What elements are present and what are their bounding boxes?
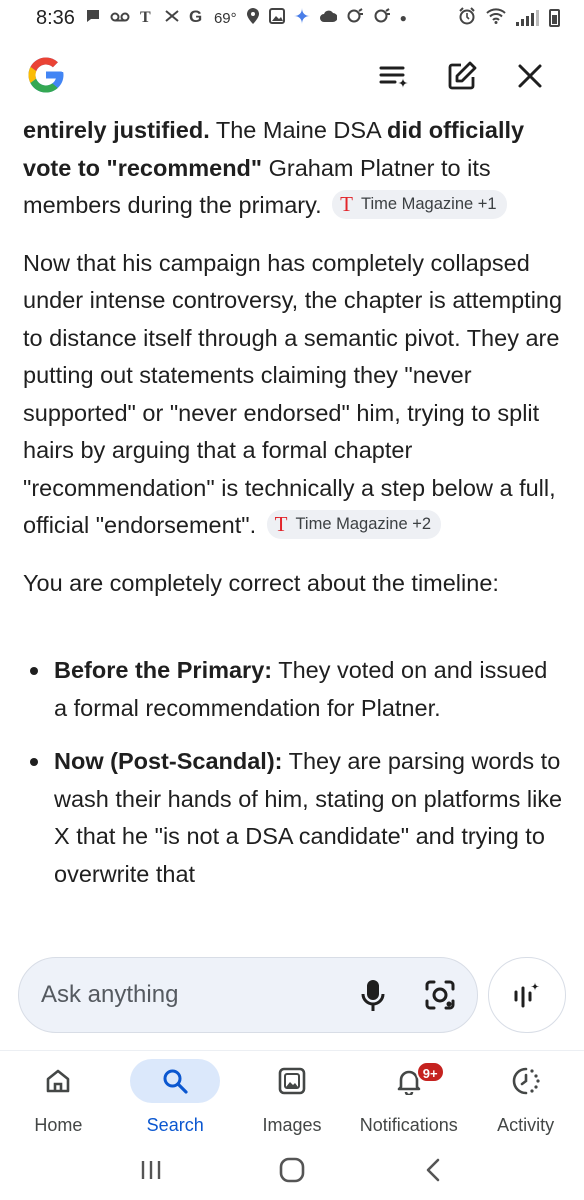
- source-chip-label: Time Magazine +1: [361, 195, 497, 214]
- bullet-list: [23, 652, 563, 893]
- svg-text:T: T: [139, 9, 151, 24]
- nav-home[interactable]: [0, 1051, 117, 1138]
- source-chip-label: Time Magazine +2: [295, 515, 432, 534]
- temperature-text: 69°: [213, 9, 237, 27]
- voicemail-icon: [110, 10, 130, 27]
- wifi-icon: [486, 8, 506, 28]
- ai-mode-button[interactable]: [488, 957, 566, 1033]
- edit-icon[interactable]: [446, 60, 478, 92]
- status-icons-left: [85, 7, 407, 29]
- status-time: 8:36: [36, 6, 75, 29]
- time-logo-icon: T: [340, 192, 353, 217]
- alarm-icon: [458, 7, 476, 29]
- bold-text: did officially vote to "recommend": [23, 117, 525, 181]
- nav-activity[interactable]: [467, 1051, 584, 1138]
- nav-home-label: Home: [34, 1115, 83, 1135]
- list-item: [23, 652, 563, 727]
- sports-icon: [164, 8, 180, 28]
- ai-voice-sparkle-icon: [512, 980, 542, 1010]
- battery-icon: [549, 9, 560, 27]
- source-chip[interactable]: [332, 190, 506, 219]
- nav-notifications[interactable]: [350, 1051, 467, 1138]
- bullet-text: They voted on and issued a formal recommendation for Platner.: [54, 657, 548, 721]
- body-text: The Maine DSA: [209, 117, 387, 143]
- status-icons-right: [458, 7, 560, 29]
- bullet-text: They are parsing words to wash their hands of him, stating on platforms like X that he "is not a DSA candidate" and trying to overwrite that: [54, 748, 563, 887]
- close-icon[interactable]: [514, 60, 546, 92]
- nav-images[interactable]: [234, 1051, 351, 1138]
- status-bar: [0, 0, 584, 36]
- top-actions: [378, 60, 546, 92]
- time-logo-icon: T: [274, 512, 288, 537]
- bullet-heading: Now (Post-Scandal):: [54, 748, 283, 774]
- ai-response-content: [23, 112, 563, 940]
- recents-button[interactable]: [131, 1150, 171, 1190]
- home-icon: [44, 1067, 72, 1095]
- lens-camera-icon[interactable]: [423, 978, 457, 1012]
- top-app-bar: [0, 40, 584, 110]
- nav-activity-label: Activity: [497, 1115, 555, 1135]
- sparkle-icon: [294, 8, 310, 28]
- news-icon: [139, 8, 155, 28]
- source-chip[interactable]: [267, 510, 441, 539]
- search-icon-wrap: [130, 1059, 220, 1103]
- paragraph-1: [23, 112, 563, 225]
- home-system-button[interactable]: [272, 1150, 312, 1190]
- cloud-icon: [319, 9, 337, 27]
- activity-icon: [511, 1066, 541, 1096]
- message-icon: [85, 8, 101, 28]
- bullet-heading: Before the Primary:: [54, 657, 273, 683]
- gallery-icon: [269, 8, 285, 28]
- ask-input[interactable]: [18, 957, 478, 1033]
- activity-icon-wrap: [481, 1059, 571, 1103]
- svg-text:G: G: [188, 8, 203, 24]
- ask-placeholder: Ask anything: [41, 981, 179, 1008]
- recents-icon: [139, 1159, 163, 1181]
- nav-search-label: Search: [146, 1115, 204, 1135]
- nav-search[interactable]: [117, 1051, 234, 1138]
- body-text: Now that his campaign has completely collapsed under intense controversy, the chapter is attempting to distance itself through a semantic pivot. They are putting out statements claiming they "never supported" or "never endorsed" him, trying to split hairs by arguing that a formal chapter "recommendation" is technically a step below a full, official "endorsement".: [23, 249, 563, 538]
- body-text: Graham Platner to its members during the primary.: [23, 154, 491, 218]
- nav-images-label: Images: [262, 1115, 322, 1135]
- nav-notifications-label: Notifications: [359, 1115, 458, 1135]
- search-icon: [161, 1067, 189, 1095]
- list-item: [23, 743, 563, 893]
- system-nav-bar: [0, 1140, 584, 1200]
- home-system-icon: [279, 1157, 305, 1183]
- home-icon-wrap: [13, 1059, 103, 1103]
- lens-status-icon-2: [373, 8, 391, 28]
- more-dot-icon: ●: [399, 11, 407, 25]
- bold-text: entirely justified.: [23, 117, 210, 143]
- back-icon: [423, 1157, 443, 1183]
- images-icon-wrap: [247, 1059, 337, 1103]
- bottom-nav: [0, 1050, 584, 1138]
- images-icon: [277, 1066, 307, 1096]
- location-icon: [246, 7, 260, 29]
- notification-badge: 9+: [416, 1061, 445, 1083]
- google-status-icon: [189, 8, 205, 28]
- lens-status-icon: [346, 8, 364, 28]
- paragraph-2: [23, 245, 563, 545]
- google-logo[interactable]: [25, 54, 67, 96]
- paragraph-3: You are completely correct about the timeline:: [23, 569, 499, 596]
- signal-icon: [516, 10, 539, 26]
- notifications-icon-wrap: [364, 1059, 454, 1103]
- history-sparkle-icon[interactable]: [378, 60, 410, 92]
- back-button[interactable]: [413, 1150, 453, 1190]
- mic-icon[interactable]: [361, 978, 385, 1014]
